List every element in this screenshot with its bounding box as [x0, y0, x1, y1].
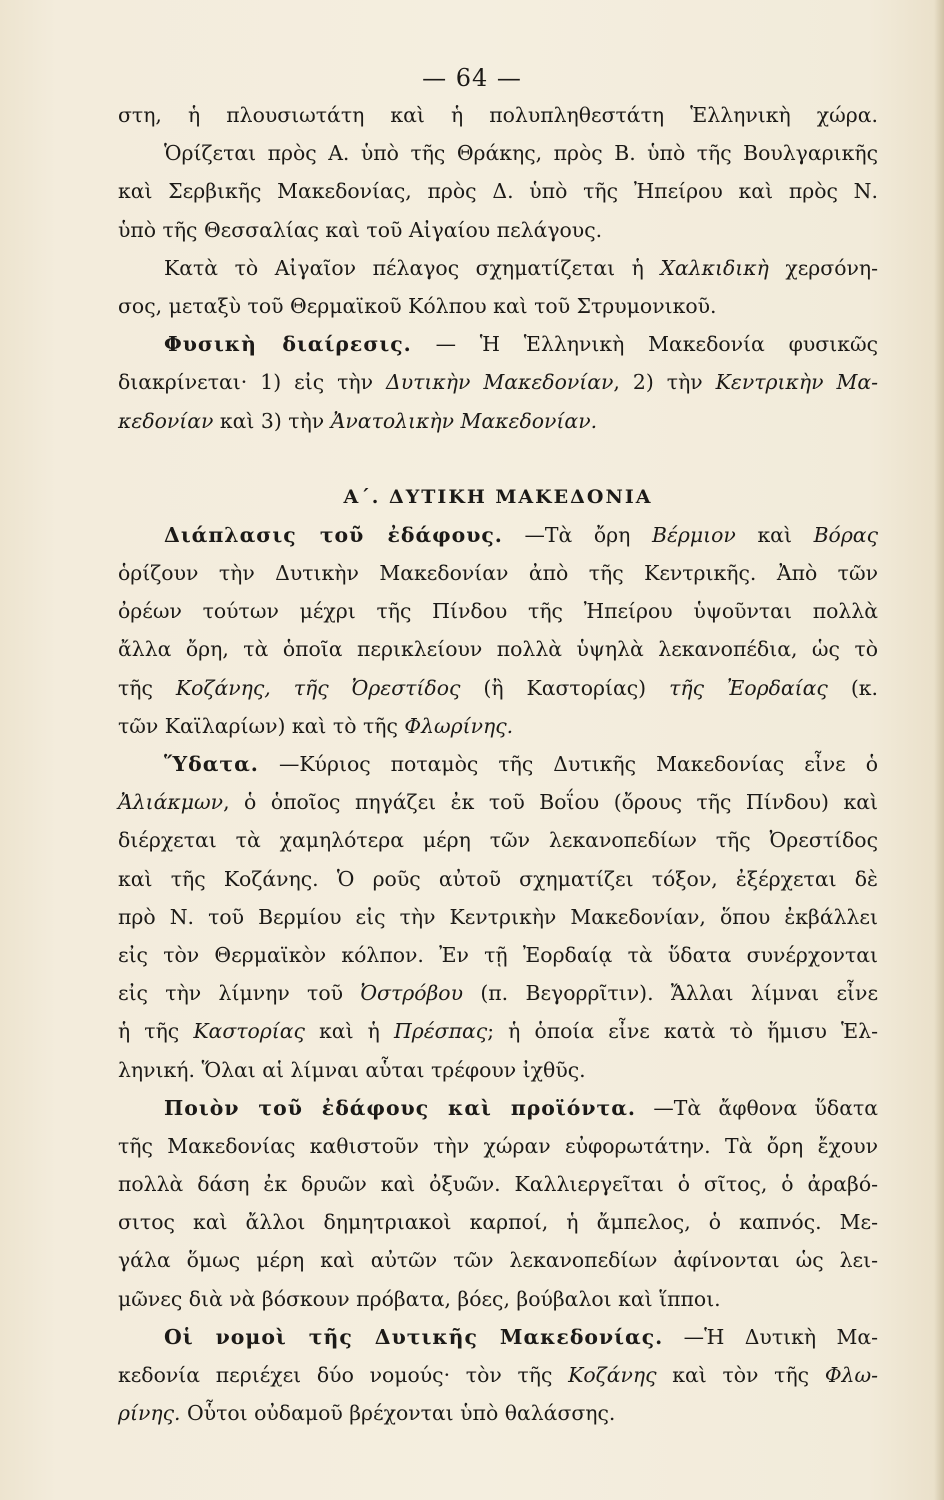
text-line: τῶν Καϊλαρίων) καὶ τὸ τῆς Φλωρίνης. — [118, 713, 514, 738]
text-line: Ἀλιάκμων, ὁ ὁποῖος πηγάζει ἐκ τοῦ Βοΐου (ὄρους τῆς Πίνδου) καὶ — [118, 790, 878, 815]
text-line: ὀρέων τούτων μέχρι τῆς Πίνδου τῆς Ἠπείρου ὑψοῦνται πολλὰ — [118, 599, 878, 624]
text-line: Ὁρίζεται πρὸς Α. ὑπὸ τῆς Θράκης, πρὸς Β. ὑπὸ τῆς Βουλγαρικῆς — [164, 141, 878, 166]
text-line: ἡ τῆς Καστορίας καὶ ἡ Πρέσπας; ἡ ὁποία εἶνε κατὰ τὸ ἥμισυ Ἑλ- — [118, 1019, 878, 1044]
text-line: τῆς Κοζάνης, τῆς Ὀρεστίδος (ἢ Καστορίας) τῆς Ἐορδαίας (κ. — [118, 675, 879, 700]
spacer — [118, 440, 878, 478]
text-line: πολλὰ δάση ἐκ δρυῶν καὶ ὀξυῶν. Καλλιεργεῖται ὁ σῖτος, ὁ ἀραβό- — [118, 1172, 878, 1197]
text-line: ὑπὸ τῆς Θεσσαλίας καὶ τοῦ Αἰγαίου πελάγους. — [118, 217, 603, 242]
text-line: εἰς τὸν Θερμαϊκὸν κόλπον. Ἐν τῇ Ἐορδαίᾳ τὰ ὕδατα συνέρχονται — [118, 942, 878, 967]
text-line: ρίνης. Οὗτοι οὐδαμοῦ βρέχονται ὑπὸ θαλάσσης. — [118, 1401, 616, 1426]
text-line: πρὸ Ν. τοῦ Βερμίου εἰς τὴν Κεντρικὴν Μακεδονίαν, ὅπου ἐκβάλλει — [118, 904, 878, 929]
text-line: διακρίνεται· 1) εἰς τὴν Δυτικὴν Μακεδονίαν, 2) τὴν Κεντρικὴν Μα- — [118, 370, 879, 395]
subheading: Ποιὸν τοῦ ἐδάφους καὶ προϊόντα. — [164, 1095, 637, 1120]
text-line: Κατὰ τὸ Αἰγαῖον πέλαγος σχηματίζεται ἡ Χαλκιδικὴ χερσόνη- — [164, 255, 878, 280]
page-edge-shadow — [934, 0, 944, 1500]
text-line: σιτος καὶ ἄλλοι δημητριακοὶ καρποί, ἡ ἄμπελος, ὁ καπνός. Με- — [118, 1210, 878, 1235]
text-line: Ποιὸν τοῦ ἐδάφους καὶ προϊόντα. —Τὰ ἄφθονα ὕδατα — [164, 1095, 879, 1120]
subheading: Ὕδατα. — [164, 752, 259, 776]
text-line: Οἱ νομοὶ τῆς Δυτικῆς Μακεδονίας. —Ἡ Δυτικὴ Μα- — [164, 1324, 878, 1349]
text-line: κεδονία περιέχει δύο νομούς· τὸν τῆς Κοζάνης καὶ τὸν τῆς Φλω- — [118, 1363, 879, 1387]
subheading: Διάπλασις τοῦ ἐδάφους. — [164, 522, 503, 547]
text-line: Διάπλασις τοῦ ἐδάφους. —Τὰ ὄρη Βέρμιον καὶ Βόρας — [164, 522, 879, 547]
text-line: καὶ τῆς Κοζάνης. Ὁ ροῦς αὐτοῦ σχηματίζει τόξον, ἐξέρχεται δὲ — [118, 866, 878, 891]
text-line: ληνική. Ὅλαι αἱ λίμναι αὗται τρέφουν ἰχθῦς. — [118, 1057, 586, 1082]
text-line: Ὕδατα. —Κύριος ποταμὸς τῆς Δυτικῆς Μακεδονίας εἶνε ὁ — [164, 752, 879, 776]
text-line: ὁρίζουν τὴν Δυτικὴν Μακεδονίαν ἀπὸ τῆς Κεντρικῆς. Ἀπὸ τῶν — [118, 561, 878, 586]
text-line: σος, μεταξὺ τοῦ Θερμαϊκοῦ Κόλπου καὶ τοῦ Στρυμονικοῦ. — [118, 293, 717, 318]
text-line: εἰς τὴν λίμνην τοῦ Ὀστρόβου (π. Βεγορρῖτιν). Ἄλλαι λίμναι εἶνε — [118, 981, 879, 1006]
text-line: κεδονίαν καὶ 3) τὴν Ἀνατολικὴν Μακεδονίαν. — [118, 408, 598, 433]
text-line: ἄλλα ὄρη, τὰ ὁποῖα περικλείουν πολλὰ ὑψηλὰ λεκανοπέδια, ὡς τὸ — [118, 637, 878, 662]
text-line: Φυσικὴ διαίρεσις. — Ἡ Ἑλληνικὴ Μακεδονία φυσικῶς — [164, 332, 879, 357]
text-line: μῶνες διὰ νὰ βόσκουν πρόβατα, βόες, βούβαλοι καὶ ἵπποι. — [118, 1286, 721, 1311]
text-line: στη, ἡ πλουσιωτάτη καὶ ἡ πολυπληθεστάτη Ἑλληνικὴ χώρα. — [118, 103, 878, 127]
text-line: τῆς Μακεδονίας καθιστοῦν τὴν χώραν εὐφορωτάτην. Τὰ ὄρη ἔχουν — [118, 1133, 878, 1158]
text-line: καὶ Σερβικῆς Μακεδονίας, πρὸς Δ. ὑπὸ τῆς Ἠπείρου καὶ πρὸς Ν. — [118, 179, 878, 204]
page-body — [118, 96, 878, 1432]
text-line: διέρχεται τὰ χαμηλότερα μέρη τῶν λεκανοπεδίων τῆς Ὀρεστίδος — [118, 828, 878, 853]
text-line: γάλα ὅμως μέρη καὶ αὐτῶν τῶν λεκανοπεδίων ἀφίνονται ὡς λει- — [118, 1248, 878, 1273]
subheading: Φυσικὴ διαίρεσις. — [164, 332, 412, 357]
page-number: — 64 — — [422, 64, 522, 92]
subheading: Οἱ νομοὶ τῆς Δυτικῆς Μακεδονίας. — [164, 1324, 664, 1349]
section-heading: Α΄. ΔΥΤΙΚΗ ΜΑΚΕΔΟΝΙΑ — [343, 485, 653, 508]
